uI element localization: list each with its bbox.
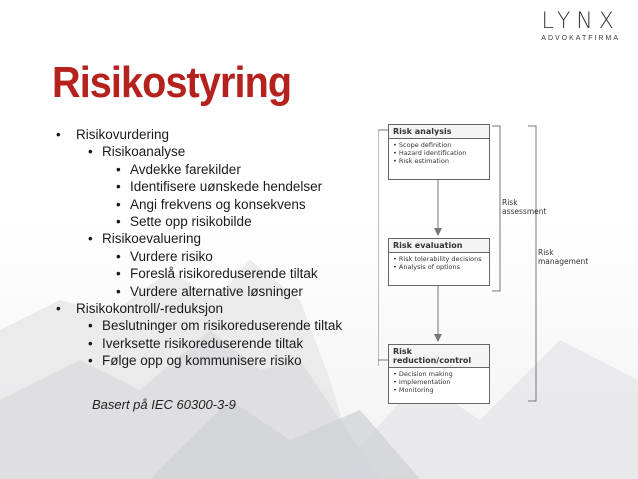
bullet-text: Risikovurdering [76, 127, 170, 142]
source-note: Basert på IEC 60300-3-9 [92, 397, 236, 412]
bullet-text: Risikokontroll/-reduksjon [76, 301, 224, 317]
bullet-marker: • [116, 283, 121, 299]
reduction-item: • Implementation [393, 378, 451, 386]
risk-reduction-title: Risk reduction/control [389, 345, 489, 368]
bullet-marker: • [116, 248, 121, 264]
bullet-item-level-2 [56, 352, 356, 369]
analysis-item: • Scope definition [393, 141, 452, 149]
bullet-text: Identifisere uønskede hendelser [130, 179, 323, 195]
bullet-text: Avdekke farekilder [130, 161, 241, 177]
bullet-item-level-1 [56, 300, 356, 317]
bullet-text: Følge opp og kommunisere risiko [102, 353, 302, 369]
bullet-item-level-3 [56, 161, 356, 178]
slide-title: Risikostyring [52, 58, 292, 107]
bullet-text: Beslutninger om risikoreduserende tiltak [102, 318, 343, 334]
bullet-marker: • [116, 214, 121, 230]
bullet-marker: • [88, 318, 93, 334]
bullet-marker: • [88, 231, 93, 247]
evaluation-item: • Analysis of options [393, 263, 461, 271]
bullet-text: Iverksette risikoreduserende tiltak [102, 335, 304, 351]
evaluation-item: • Risk tolerability decisions [393, 255, 482, 263]
bullet-item-level-2 [56, 230, 356, 247]
logo-main-text: LYNX [541, 9, 620, 34]
bullet-item-level-3 [56, 196, 356, 213]
bullet-item-level-1 [56, 126, 356, 143]
bullet-marker: • [116, 179, 121, 195]
bullet-text: Angi frekvens og konsekvens [130, 196, 306, 212]
bullet-marker: • [116, 161, 121, 177]
analysis-item: • Hazard identification [393, 149, 467, 157]
bullet-text: Foreslå risikoreduserende tiltak [130, 266, 318, 282]
analysis-item: • Risk estimation [393, 157, 449, 165]
lynx-logo [541, 10, 620, 44]
risk-analysis-box [388, 124, 490, 180]
reduction-item: • Monitoring [393, 386, 434, 394]
bullet-marker: • [56, 301, 61, 317]
logo-sub-text: ADVOKATFIRMA [541, 35, 620, 42]
bullet-item-level-2 [56, 335, 356, 352]
bullet-text: Vurdere risiko [130, 248, 213, 264]
bullet-item-level-3 [56, 283, 356, 300]
risk-reduction-box [388, 344, 490, 404]
bullet-item-level-3 [56, 178, 356, 195]
bullet-marker: • [88, 335, 93, 351]
risk-evaluation-box [388, 238, 490, 286]
risk-assessment-label: Risk assessment [502, 198, 547, 216]
bullet-marker: • [88, 353, 93, 369]
bullet-item-level-2 [56, 143, 356, 160]
bullet-text: Risikoanalyse [102, 144, 186, 160]
bullet-marker: • [116, 266, 121, 282]
risk-evaluation-title: Risk evaluation [389, 239, 489, 253]
bullet-text: Vurdere alternative løsninger [130, 283, 303, 299]
bullet-marker: • [88, 144, 93, 160]
bullet-text: Risikoevaluering [102, 231, 202, 247]
bullet-item-level-3 [56, 213, 356, 230]
bullet-item-level-2 [56, 317, 356, 334]
reduction-item: • Decision making [393, 370, 453, 378]
bullet-item-level-3 [56, 248, 356, 265]
risk-diagram [378, 116, 624, 416]
risk-management-label: Risk management [538, 248, 589, 266]
bullet-list [56, 126, 356, 370]
bullet-item-level-3 [56, 265, 356, 282]
bullet-marker: • [116, 196, 121, 212]
risk-analysis-title: Risk analysis [389, 125, 489, 139]
bullet-marker: • [56, 127, 61, 142]
bullet-text: Sette opp risikobilde [130, 214, 252, 230]
